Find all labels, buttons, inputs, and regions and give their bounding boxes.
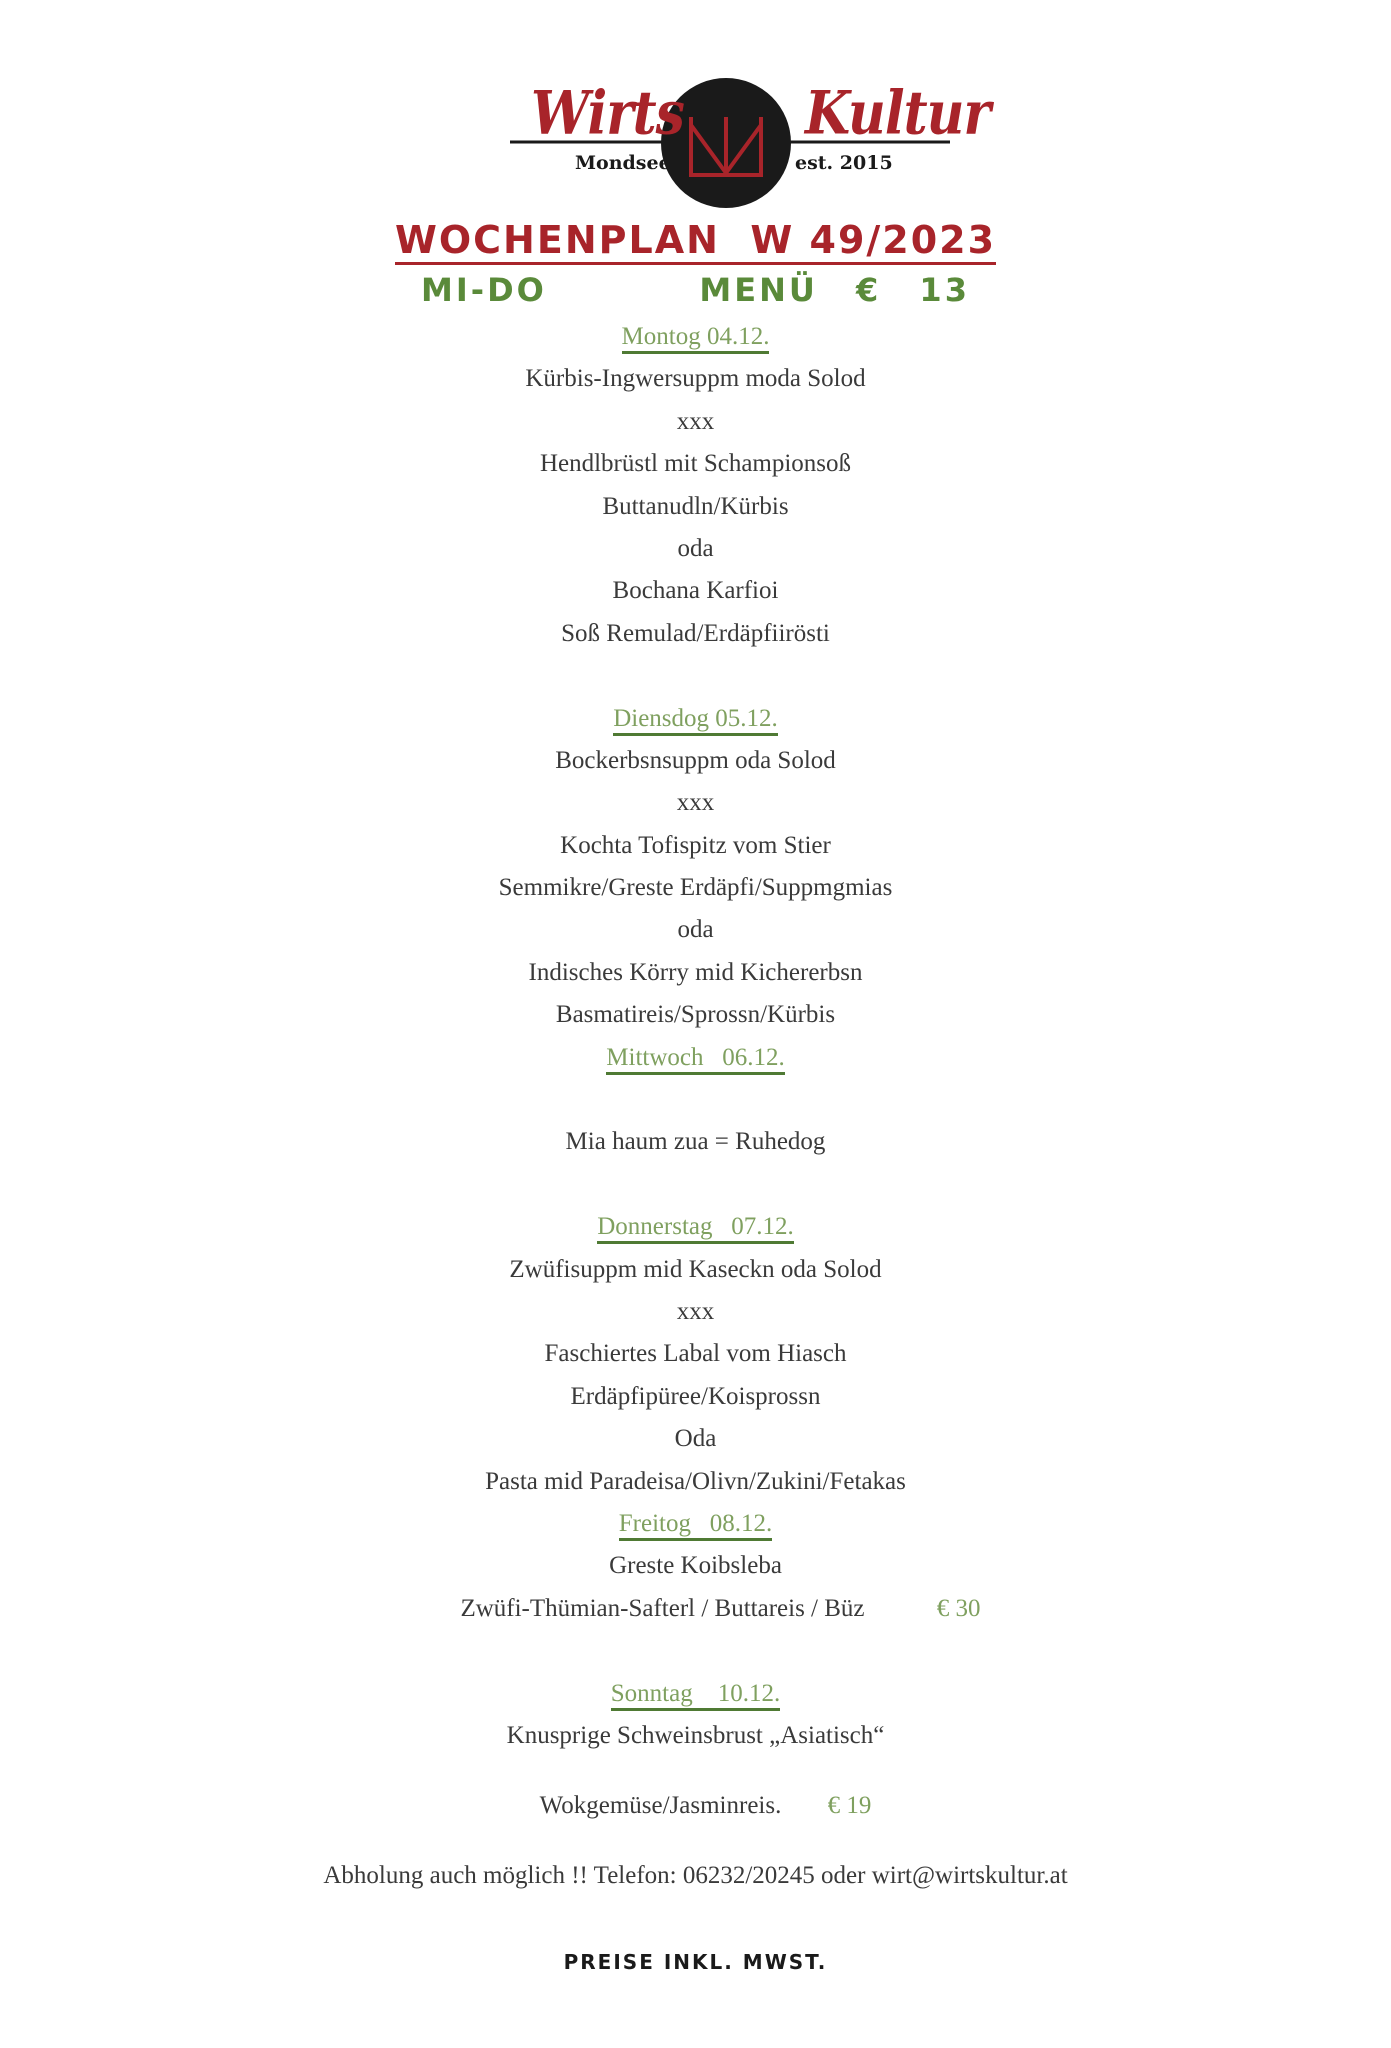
menu-line-with-price — [0, 1785, 1391, 1827]
spacer — [0, 655, 1391, 697]
day-label-wednesday: Mittwoch 06.12. — [606, 1044, 784, 1075]
day-heading-sunday — [0, 1673, 1391, 1715]
menu-line: Buttanudln/Kürbis — [602, 492, 789, 520]
menu-line: oda — [677, 534, 714, 562]
menu-line: Knusprige Schweinsbrust „Asiatisch“ — [506, 1721, 885, 1749]
menu-line: Oda — [674, 1425, 717, 1453]
logo-word-wirts: Wirts — [531, 78, 684, 149]
menu-price-subtitle: MI-DO MENÜ € 13 — [421, 271, 970, 309]
menu-line: oda — [677, 916, 714, 944]
spacer — [0, 1630, 1391, 1672]
menu-line: Kochta Tofispitz vom Stier — [560, 831, 831, 859]
menu-line-text: Wokgemüse/Jasminreis. — [539, 1792, 782, 1820]
menu-line: Kürbis-Ingwersuppm moda Solod — [525, 365, 866, 393]
menu-line: Bockerbsnsuppm oda Solod — [555, 746, 836, 774]
price-sunday: € 19 — [827, 1792, 872, 1820]
price-friday: € 30 — [936, 1594, 981, 1622]
menu-line: xxx — [676, 407, 715, 435]
day-heading-thursday — [0, 1206, 1391, 1248]
day-heading-tuesday — [0, 698, 1391, 740]
menu-line: Mia haum zua = Ruhedog — [565, 1128, 826, 1156]
menu-line: Greste Koibsleba — [609, 1552, 782, 1580]
prices-incl-vat-footer: PREISE INKL. MWST. — [563, 1950, 828, 1974]
menu-line: Semmikre/Greste Erdäpfi/Suppmgmias — [498, 874, 893, 902]
weekly-plan-title-text: WOCHENPLAN W 49/2023 — [395, 218, 996, 265]
menu-line: Soß Remulad/Erdäpfiirösti — [561, 619, 830, 647]
day-label-sunday: Sonntag 10.12. — [611, 1680, 780, 1711]
pickup-contact-line: Abholung auch möglich !! Telefon: 06232/20245 oder wirt@wirtskultur.at — [323, 1862, 1068, 1889]
menu-line: Hendlbrüstl mit Schampionsoß — [539, 450, 852, 478]
menu-line: Pasta mid Paradeisa/Olivn/Zukini/Fetakas — [485, 1467, 906, 1495]
day-heading-friday — [0, 1503, 1391, 1545]
menu-line: Faschiertes Labal vom Hiasch — [544, 1340, 847, 1368]
menu-line: Indisches Körry mid Kichererbsn — [528, 958, 863, 986]
menu-line: xxx — [676, 1297, 715, 1325]
weekly-plan-title — [0, 218, 1391, 262]
menu-list — [0, 316, 1391, 1828]
logo-word-kultur: Kultur — [805, 78, 990, 149]
logo-established: est. 2015 — [795, 152, 893, 174]
day-label-thursday: Donnerstag 07.12. — [597, 1213, 794, 1244]
menu-line: Bochana Karfioi — [612, 577, 779, 605]
spacer — [0, 1164, 1391, 1206]
menu-line: Basmatireis/Sprossn/Kürbis — [555, 1001, 836, 1029]
spacer — [0, 1757, 1391, 1785]
day-label-tuesday: Diensdog 05.12. — [613, 705, 778, 736]
menu-line-text: Zwüfi-Thümian-Safterl / Buttareis / Büz — [460, 1594, 865, 1622]
spacer — [0, 1079, 1391, 1121]
menu-line: Zwüfisuppm mid Kaseckn oda Solod — [509, 1255, 882, 1283]
day-heading-wednesday — [0, 1037, 1391, 1079]
day-label-friday: Freitog 08.12. — [619, 1510, 772, 1541]
menu-line: xxx — [676, 789, 715, 817]
day-heading-monday — [0, 316, 1391, 358]
day-label-monday: Montog 04.12. — [622, 323, 770, 354]
wirtskultur-logo — [505, 75, 990, 215]
menu-line-with-price — [0, 1588, 1391, 1630]
logo-location: Mondsee — [575, 152, 671, 174]
menu-line: Erdäpfipüree/Koisprossn — [570, 1382, 821, 1410]
